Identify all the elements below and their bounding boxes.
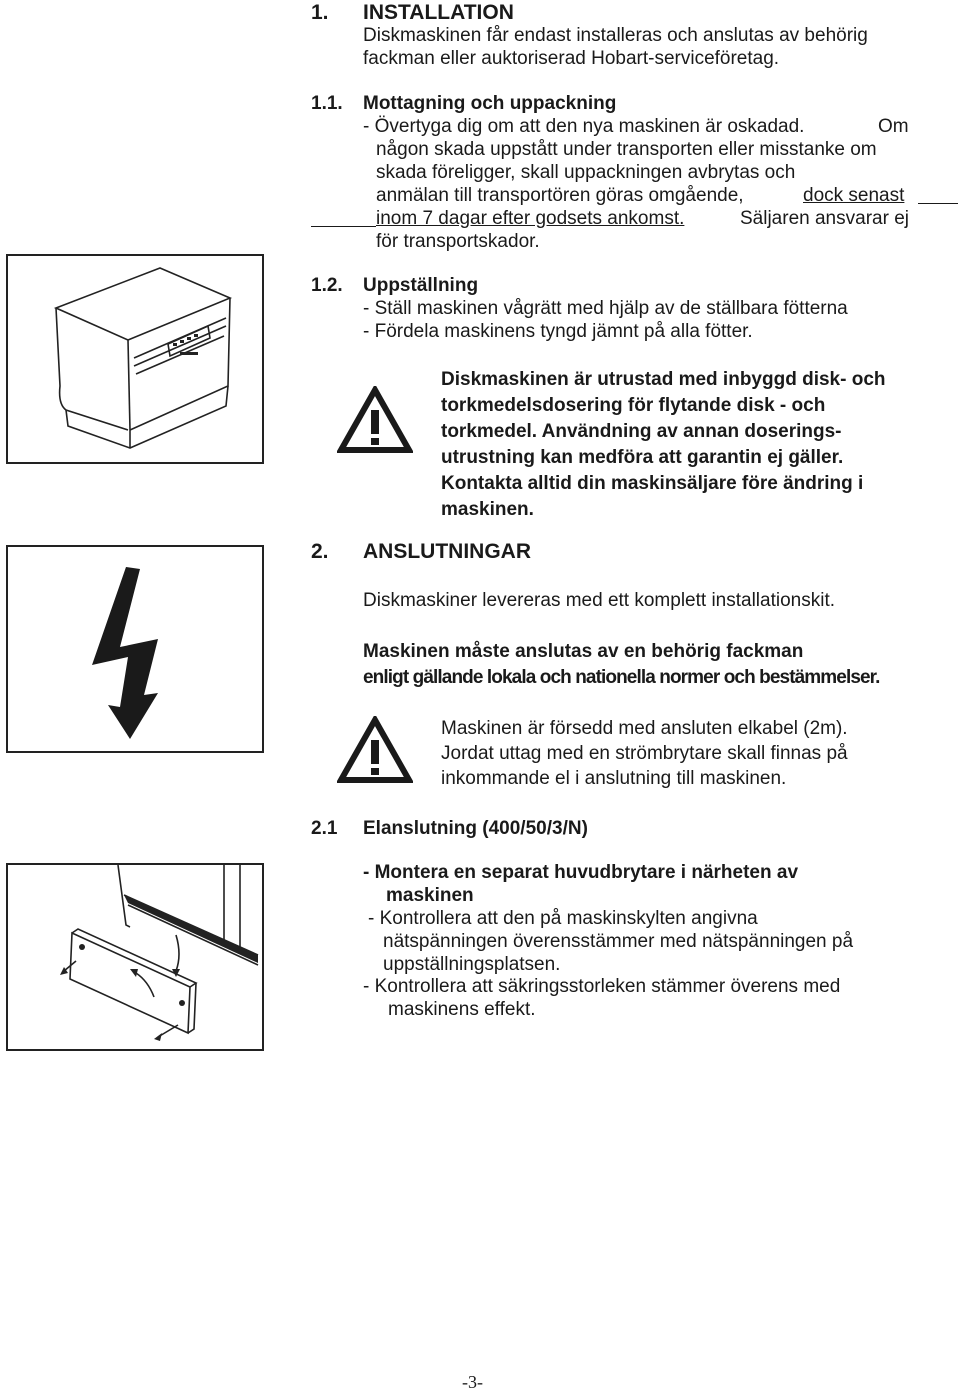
section-2-1-number: 2.1 xyxy=(311,818,338,839)
warning-1-line-1: Diskmaskinen är utrustad med inbyggd disk- och xyxy=(441,369,886,390)
section-1-1-line-5a: inom 7 dagar efter godsets ankomst. xyxy=(376,208,685,229)
bullet-1-line-2: maskinen xyxy=(386,885,474,906)
section-2-bold-line-1: Maskinen måste anslutas av en behörig fackman xyxy=(363,641,804,662)
section-1-1-line-5b: Säljaren ansvarar ej xyxy=(740,208,909,229)
section-1-2-number: 1.2. xyxy=(311,275,343,296)
bullet-2-line-3: uppställningsplatsen. xyxy=(383,954,561,975)
section-1-1-line-4b: dock senast xyxy=(803,185,905,206)
section-1-1-line-4a: anmälan till transportören göras omgående, xyxy=(376,185,744,206)
section-1-2-line-2: - Fördela maskinens tyngd jämnt på alla fötter. xyxy=(363,321,753,342)
section-1-1-line-2: någon skada uppstått under transporten eller misstanke om xyxy=(376,139,877,160)
section-2-number: 2. xyxy=(311,540,329,563)
section-1-1-line-1b: Om xyxy=(878,116,909,137)
page-number: -3- xyxy=(462,1372,483,1392)
section-1-intro-line-1: Diskmaskinen får endast installeras och anslutas av behörig xyxy=(363,25,868,46)
section-1-2-line-1: - Ställ maskinen vågrätt med hjälp av de ställbara fötterna xyxy=(363,298,848,319)
section-1-1-line-3: skada föreligger, skall uppackningen avbrytas och xyxy=(376,162,796,183)
section-1-1-number: 1.1. xyxy=(311,93,343,114)
high-voltage-illustration xyxy=(6,545,264,753)
section-1-1-title: Mottagning och uppackning xyxy=(363,93,617,114)
dishwasher-illustration xyxy=(6,254,264,464)
kickplate-removal-illustration xyxy=(6,863,264,1051)
section-2-bold-line-2: enligt gällande lokala och nationella normer och bestämmelser. xyxy=(363,667,880,688)
lightning-bolt-icon xyxy=(8,547,262,751)
bullet-2-line-2: nätspänningen överensstämmer med nätspänningen på xyxy=(383,931,854,952)
bullet-2-line-1: - Kontrollera att den på maskinskylten angivna xyxy=(368,908,758,929)
warning-2-line-2: Jordat uttag med en strömbrytare skall finnas på xyxy=(441,743,848,764)
section-1-intro-line-2: fackman eller auktoriserad Hobart-serviceföretag. xyxy=(363,48,780,69)
bullet-1-line-1: - Montera en separat huvudbrytare i närheten av xyxy=(363,862,799,883)
warning-1-line-4: utrustning kan medföra att garantin ej gäller. xyxy=(441,447,844,468)
kickplate-drawing xyxy=(8,865,262,1049)
dishwasher-drawing xyxy=(8,256,262,462)
section-1-1-line-1a: - Övertyga dig om att den nya maskinen är oskadad. xyxy=(363,116,805,137)
section-2-1-title: Elanslutning (400/50/3/N) xyxy=(363,818,588,839)
warning-1-line-3: torkmedel. Användning av annan doserings- xyxy=(441,421,842,442)
bullet-3-line-2: maskinens effekt. xyxy=(388,999,536,1020)
section-1-number: 1. xyxy=(311,1,329,24)
section-1-1-line-6: för transportskador. xyxy=(376,231,540,252)
underline-lead xyxy=(311,226,376,227)
section-2-text: Diskmaskiner levereras med ett komplett installationskit. xyxy=(363,590,836,611)
warning-triangle-icon xyxy=(337,386,413,454)
section-1-title: INSTALLATION xyxy=(363,1,514,24)
warning-1-line-2: torkmedelsdosering för flytande disk - och xyxy=(441,395,826,416)
warning-triangle-icon xyxy=(337,716,413,784)
underline-extension xyxy=(918,203,958,204)
warning-1-line-5: Kontakta alltid din maskinsäljare före ändring i xyxy=(441,473,864,494)
bullet-3-line-1: - Kontrollera att säkringsstorleken stämmer överens med xyxy=(363,976,841,997)
section-2-title: ANSLUTNINGAR xyxy=(363,540,531,563)
warning-1-line-6: maskinen. xyxy=(441,499,534,520)
warning-2-line-1: Maskinen är försedd med ansluten elkabel (2m). xyxy=(441,718,848,739)
warning-2-line-3: inkommande el i anslutning till maskinen. xyxy=(441,768,787,789)
section-1-2-title: Uppställning xyxy=(363,275,479,296)
